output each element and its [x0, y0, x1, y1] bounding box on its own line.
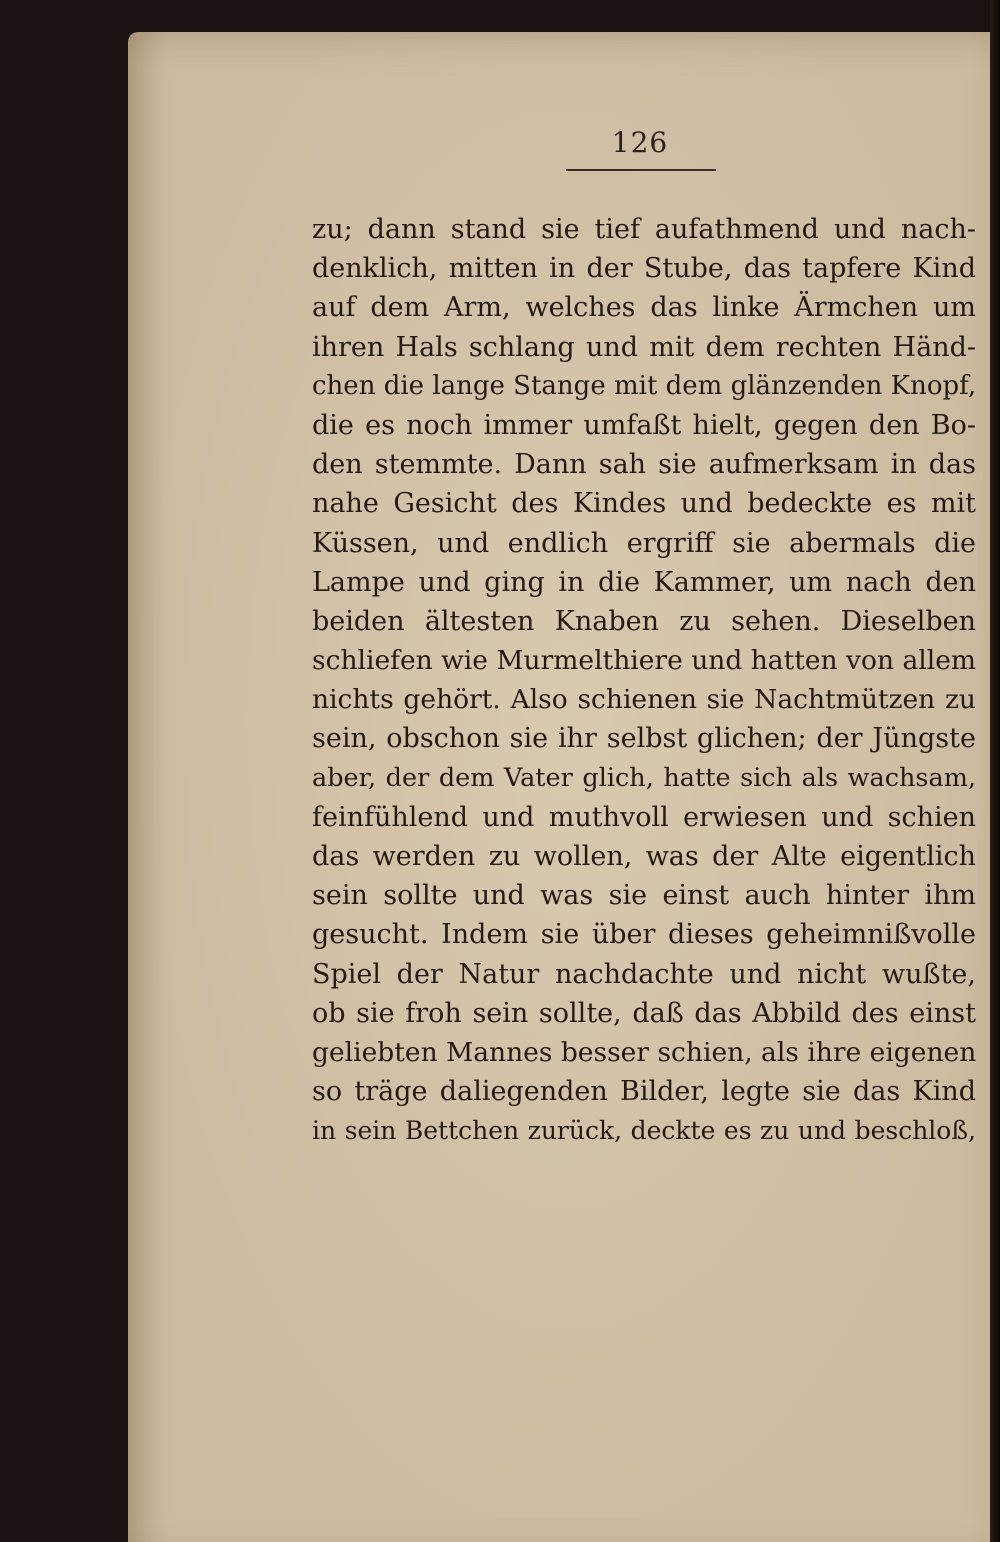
text-line: Küssen, und endlich ergriff sie abermals die	[312, 527, 976, 559]
text-line: beiden ältesten Knaben zu sehen. Dieselben	[312, 605, 976, 637]
text-line: nahe Gesicht des Kindes und bedeckte es mit	[312, 488, 976, 520]
body-text	[312, 210, 976, 1151]
text-line: aber, der dem Vater glich, hatte sich als wachsam,	[312, 762, 976, 793]
text-line: ihren Hals schlang und mit dem rechten Händ-	[312, 331, 976, 363]
page-number-block	[560, 126, 720, 159]
text-line: feinfühlend und muthvoll erwiesen und schien	[312, 801, 976, 833]
text-line: nichts gehört. Also schienen sie Nachtmützen zu	[312, 684, 976, 716]
text-line: Lampe und ging in die Kammer, um nach den	[312, 566, 976, 598]
book-edge	[990, 0, 1000, 1542]
text-line: chen die lange Stange mit dem glänzenden Knopf,	[312, 370, 976, 401]
text-line: den stemmte. Dann sah sie aufmerksam in das	[312, 449, 976, 481]
text-line: die es noch immer umfaßt hielt, gegen den Bo-	[312, 409, 976, 441]
text-line: auf dem Arm, welches das linke Ärmchen um	[312, 292, 976, 324]
text-line: so träge daliegenden Bilder, legte sie das Kind	[312, 1076, 976, 1108]
text-line: zu; dann stand sie tief aufathmend und nach-	[312, 214, 976, 245]
text-line: sein sollte und was sie einst auch hinter ihm	[312, 880, 976, 912]
text-line: schliefen wie Murmelthiere und hatten von allem	[312, 645, 976, 677]
text-line: geliebten Mannes besser schien, als ihre eigenen	[312, 1036, 976, 1068]
page-number: 126	[611, 126, 669, 159]
text-line: sein, obschon sie ihr selbst glichen; der Jüngste	[312, 723, 976, 755]
text-line: das werden zu wollen, was der Alte eigentlich	[312, 841, 976, 872]
text-line: Spiel der Natur nachdachte und nicht wußte,	[312, 958, 976, 990]
text-line: ob sie froh sein sollte, daß das Abbild des einst	[312, 997, 976, 1029]
text-line: gesucht. Indem sie über dieses geheimnißvolle	[312, 919, 976, 951]
text-line: denklich, mitten in der Stube, das tapfere Kind	[312, 253, 976, 285]
header-rule	[566, 169, 716, 171]
text-line: in sein Bettchen zurück, deckte es zu und beschloß,	[312, 1116, 976, 1146]
